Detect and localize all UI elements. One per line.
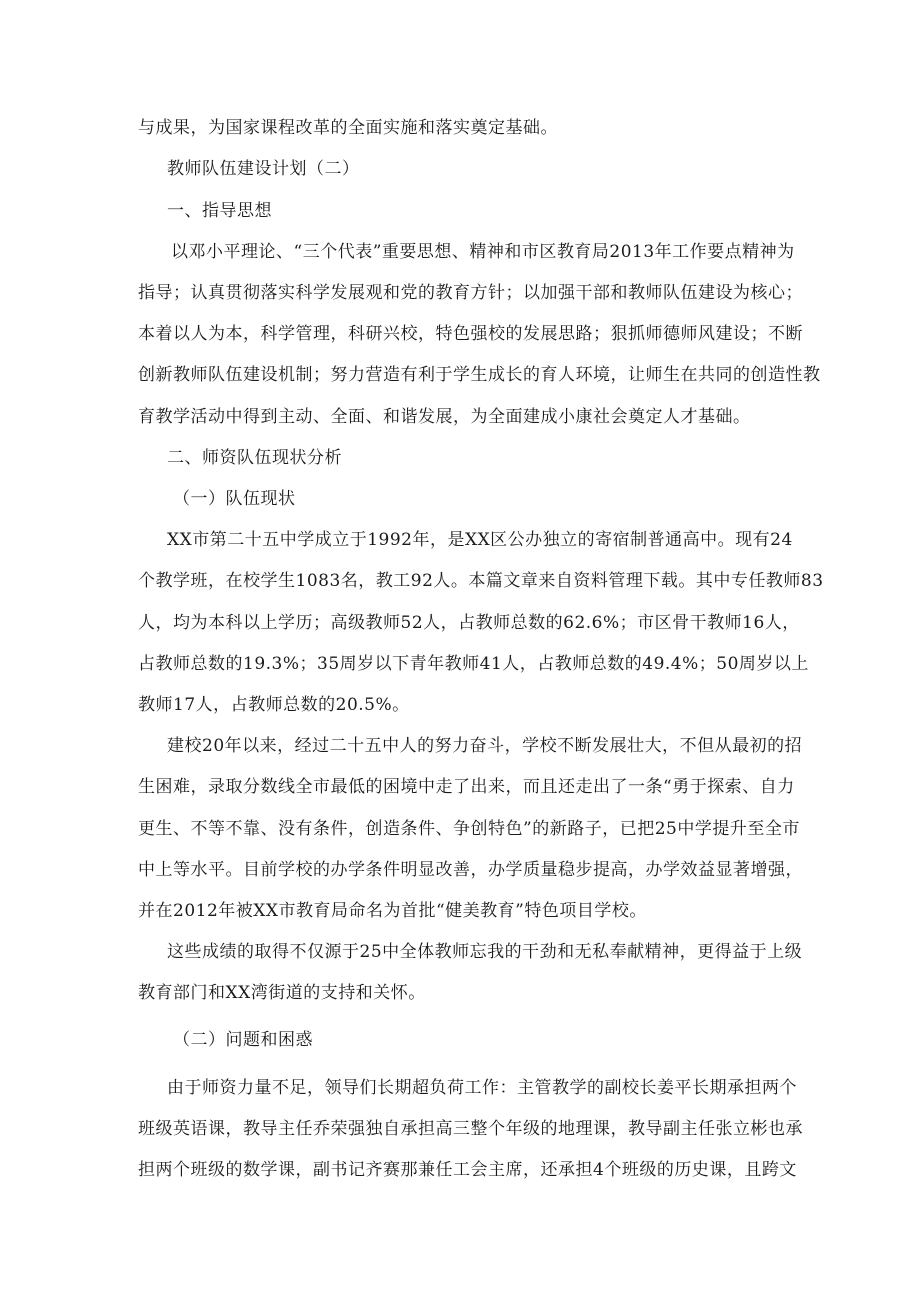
paragraph-line: 育教学活动中得到主动、全面、和谐发展，为全面建成小康社会奠定人才基础。 — [138, 407, 751, 427]
paragraph-line: 本着以人为本，科学管理，科研兴校，特色强校的发展思路；狠抓师德师风建设；不断 — [138, 324, 803, 344]
paragraph-line: 与成果，为国家课程改革的全面实施和落实奠定基础。 — [138, 118, 558, 138]
paragraph-line: 更生、不等不靠、没有条件，创造条件、争创特色”的新路子，已把25中学提升至全市 — [138, 819, 800, 839]
paragraph-line: 占教师总数的19.3%；35周岁以下青年教师41人，占教师总数的49.4%；50周岁以上 — [138, 654, 809, 674]
paragraph-line: 创新教师队伍建设机制；努力营造有利于学生成长的育人环境，让师生在共同的创造性教 — [138, 365, 821, 385]
subheading-problems: （二）问题和困惑 — [173, 1030, 313, 1050]
paragraph-line: 担两个班级的数学课，副书记齐赛那兼任工会主席，还承担4个班级的历史课，且跨文 — [138, 1160, 797, 1180]
paragraph-line: 由于师资力量不足，领导们长期超负荷工作：主管教学的副校长姜平长期承担两个 — [167, 1078, 797, 1098]
paragraph-line: XX市第二十五中学成立于1992年，是XX区公办独立的寄宿制普通高中。现有24 — [167, 530, 793, 550]
paragraph-line: 并在2012年被XX市教育局命名为首批“健美教育”特色项目学校。 — [138, 901, 647, 921]
paragraph-line: 生困难，录取分数线全市最低的困境中走了出来，而且还走出了一条“勇于探索、自力 — [138, 777, 795, 797]
paragraph-line: 指导；认真贯彻落实科学发展观和党的教育方针；以加强干部和教师队伍建设为核心； — [138, 283, 803, 303]
section-title: 教师队伍建设计划（二） — [167, 159, 360, 179]
paragraph-line: 中上等水平。目前学校的办学条件明显改善，办学质量稳步提高，办学效益显著增强， — [138, 860, 803, 880]
paragraph-line: 教育部门和XX湾街道的支持和关怀。 — [138, 983, 426, 1003]
paragraph-line: 建校20年以来，经过二十五中人的努力奋斗，学校不断发展壮大，不但从最初的招 — [167, 736, 803, 756]
paragraph-line: 这些成绩的取得不仅源于25中全体教师忘我的干劲和无私奉献精神，更得益于上级 — [167, 942, 803, 962]
paragraph-line: 班级英语课，教导主任乔荣强独自承担高三整个年级的地理课，教导副主任张立彬也承 — [138, 1119, 803, 1139]
heading-guiding-ideology: 一、指导思想 — [167, 201, 272, 221]
paragraph-line: 以邓小平理论、“三个代表”重要思想、精神和市区教育局2013年工作要点精神为 — [171, 242, 795, 262]
paragraph-line: 教师17人，占教师总数的20.5%。 — [138, 695, 410, 715]
paragraph-line: 个教学班，在校学生1083名，教工92人。本篇文章来自资料管理下载。其中专任教师83 — [138, 571, 824, 591]
paragraph-line: 人，均为本科以上学历；高级教师52人，占教师总数的62.6%；市区骨干教师16人， — [138, 613, 800, 633]
heading-staff-analysis: 二、师资队伍现状分析 — [167, 448, 342, 468]
subheading-current-status: （一）队伍现状 — [173, 489, 296, 509]
